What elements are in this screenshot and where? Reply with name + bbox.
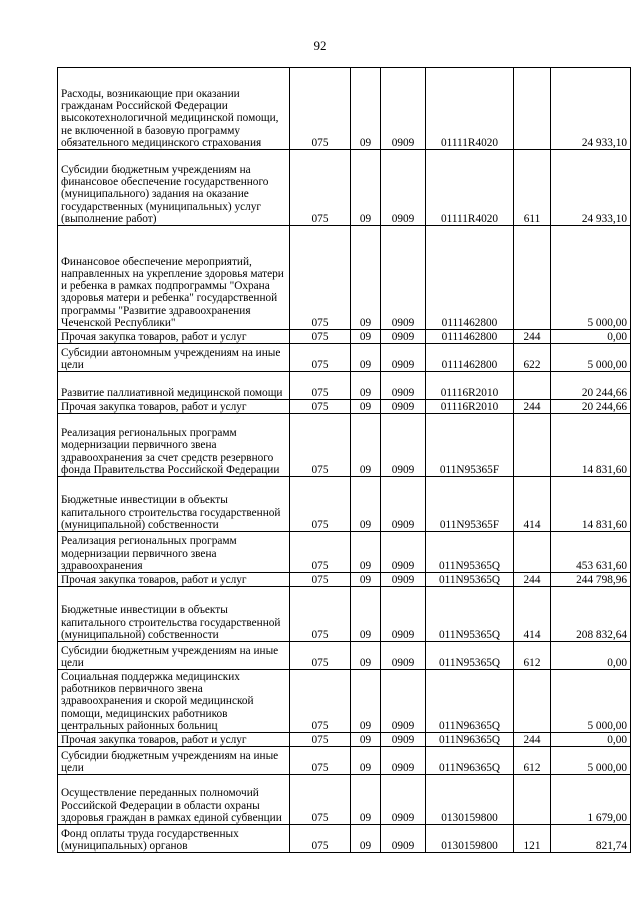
row-amount: 5 000,00 [551,344,631,372]
row-gr-code: 075 [290,477,351,532]
row-vr-code: 414 [514,587,551,642]
budget-table [57,67,631,853]
row-vr-code [514,68,551,150]
row-gr-code: 075 [290,747,351,775]
table-row [58,414,631,477]
row-name: Расходы, возникающие при оказании гражданам Российской Федерации высокотехнологичной медицинской помощи, не включенной в базовую программу обязательного медицинского страхования [58,68,290,150]
row-amount: 14 831,60 [551,414,631,477]
row-gr-code: 075 [290,344,351,372]
row-pr-code: 0909 [381,372,426,400]
row-pr-code: 0909 [381,344,426,372]
row-vr-code: 611 [514,150,551,226]
row-pr-code: 0909 [381,330,426,344]
row-rz-code: 09 [351,642,381,670]
row-csr-code: 0111462800 [426,226,514,330]
table-row [58,150,631,226]
row-csr-code: 0130159800 [426,825,514,853]
row-gr-code: 075 [290,372,351,400]
table-row [58,400,631,414]
row-rz-code: 09 [351,587,381,642]
row-csr-code: 011N95365Q [426,532,514,573]
row-vr-code: 414 [514,477,551,532]
table-row [58,68,631,150]
row-vr-code: 612 [514,642,551,670]
row-pr-code: 0909 [381,670,426,733]
table-row [58,532,631,573]
row-amount: 208 832,64 [551,587,631,642]
row-csr-code: 011N95365Q [426,573,514,587]
row-csr-code: 011N95365Q [426,642,514,670]
table-row [58,573,631,587]
row-gr-code: 075 [290,733,351,747]
row-vr-code: 121 [514,825,551,853]
row-vr-code: 244 [514,330,551,344]
table-row [58,825,631,853]
row-amount: 20 244,66 [551,400,631,414]
row-name: Социальная поддержка медицинских работников первичного звена здравоохранения и скорой медицинской помощи, медицинских работников центральных районных больниц [58,670,290,733]
row-csr-code: 011N95365Q [426,587,514,642]
row-name: Прочая закупка товаров, работ и услуг [58,330,290,344]
row-rz-code: 09 [351,775,381,825]
row-name: Реализация региональных программ модернизации первичного звена здравоохранения [58,532,290,573]
table-row [58,226,631,330]
table-row [58,372,631,400]
row-pr-code: 0909 [381,775,426,825]
row-name: Субсидии бюджетным учреждениям на финансовое обеспечение государственного (муниципального) задания на оказание государственных (муниципальных) услуг (выполнение работ) [58,150,290,226]
row-gr-code: 075 [290,573,351,587]
row-amount: 24 933,10 [551,68,631,150]
row-name: Реализация региональных программ модернизации первичного звена здравоохранения за счет средств резервного фонда Правительства Российской Федерации [58,414,290,477]
row-pr-code: 0909 [381,477,426,532]
row-gr-code: 075 [290,670,351,733]
row-amount: 453 631,60 [551,532,631,573]
table-row [58,330,631,344]
row-gr-code: 075 [290,226,351,330]
row-name: Финансовое обеспечение мероприятий, направленных на укрепление здоровья матери и ребенка в рамках подпрограммы "Охрана здоровья матери и ребенка" государственной программы "Развитие здравоохранения Чеченской Республики" [58,226,290,330]
table-row [58,477,631,532]
row-gr-code: 075 [290,68,351,150]
table-row [58,775,631,825]
row-vr-code [514,226,551,330]
row-amount: 5 000,00 [551,226,631,330]
row-name: Бюджетные инвестиции в объекты капитального строительства государственной (муниципальной) собственности [58,587,290,642]
row-csr-code: 011N95365F [426,477,514,532]
row-rz-code: 09 [351,330,381,344]
row-gr-code: 075 [290,414,351,477]
row-amount: 0,00 [551,330,631,344]
row-rz-code: 09 [351,573,381,587]
table-row [58,642,631,670]
row-csr-code: 011N95365F [426,414,514,477]
row-csr-code: 0111462800 [426,344,514,372]
row-amount: 1 679,00 [551,775,631,825]
row-name: Бюджетные инвестиции в объекты капитального строительства государственной (муниципальной) собственности [58,477,290,532]
row-gr-code: 075 [290,825,351,853]
row-pr-code: 0909 [381,226,426,330]
row-vr-code: 612 [514,747,551,775]
row-rz-code: 09 [351,825,381,853]
row-pr-code: 0909 [381,642,426,670]
row-vr-code [514,532,551,573]
row-name: Субсидии бюджетным учреждениям на иные цели [58,747,290,775]
row-gr-code: 075 [290,330,351,344]
row-pr-code: 0909 [381,532,426,573]
budget-table-body [58,68,631,853]
row-pr-code: 0909 [381,573,426,587]
row-gr-code: 075 [290,642,351,670]
row-rz-code: 09 [351,150,381,226]
row-name: Прочая закупка товаров, работ и услуг [58,573,290,587]
row-rz-code: 09 [351,414,381,477]
row-amount: 14 831,60 [551,477,631,532]
row-name: Прочая закупка товаров, работ и услуг [58,400,290,414]
row-rz-code: 09 [351,400,381,414]
row-rz-code: 09 [351,733,381,747]
row-pr-code: 0909 [381,68,426,150]
row-pr-code: 0909 [381,414,426,477]
row-pr-code: 0909 [381,150,426,226]
row-amount: 821,74 [551,825,631,853]
row-name: Прочая закупка товаров, работ и услуг [58,733,290,747]
row-name: Субсидии бюджетным учреждениям на иные цели [58,642,290,670]
row-vr-code: 244 [514,400,551,414]
row-vr-code [514,414,551,477]
row-vr-code: 244 [514,733,551,747]
row-csr-code: 01111R4020 [426,68,514,150]
row-gr-code: 075 [290,587,351,642]
row-vr-code: 622 [514,344,551,372]
row-csr-code: 011N96365Q [426,733,514,747]
table-row [58,670,631,733]
row-amount: 0,00 [551,642,631,670]
row-rz-code: 09 [351,68,381,150]
table-row [58,733,631,747]
row-amount: 0,00 [551,733,631,747]
row-rz-code: 09 [351,226,381,330]
row-rz-code: 09 [351,372,381,400]
row-amount: 24 933,10 [551,150,631,226]
row-gr-code: 075 [290,400,351,414]
row-pr-code: 0909 [381,825,426,853]
row-pr-code: 0909 [381,733,426,747]
row-rz-code: 09 [351,477,381,532]
row-gr-code: 075 [290,775,351,825]
row-amount: 20 244,66 [551,372,631,400]
row-csr-code: 01116R2010 [426,400,514,414]
table-row [58,747,631,775]
row-vr-code [514,775,551,825]
row-amount: 5 000,00 [551,670,631,733]
row-name: Осуществление переданных полномочий Российской Федерации в области охраны здоровья граждан в рамках единой субвенции [58,775,290,825]
table-row [58,587,631,642]
row-csr-code: 011N96365Q [426,670,514,733]
row-csr-code: 01116R2010 [426,372,514,400]
row-vr-code [514,670,551,733]
row-amount: 244 798,96 [551,573,631,587]
row-pr-code: 0909 [381,747,426,775]
row-amount: 5 000,00 [551,747,631,775]
row-name: Развитие паллиативной медицинской помощи [58,372,290,400]
row-csr-code: 01111R4020 [426,150,514,226]
row-csr-code: 0111462800 [426,330,514,344]
page-number: 92 [313,38,327,53]
row-rz-code: 09 [351,344,381,372]
row-gr-code: 075 [290,150,351,226]
row-csr-code: 0130159800 [426,775,514,825]
row-pr-code: 0909 [381,400,426,414]
row-gr-code: 075 [290,532,351,573]
row-vr-code [514,372,551,400]
row-vr-code: 244 [514,573,551,587]
row-rz-code: 09 [351,532,381,573]
row-name: Субсидии автономным учреждениям на иные цели [58,344,290,372]
row-pr-code: 0909 [381,587,426,642]
table-row [58,344,631,372]
row-name: Фонд оплаты труда государственных (муниципальных) органов [58,825,290,853]
row-rz-code: 09 [351,747,381,775]
row-csr-code: 011N96365Q [426,747,514,775]
row-rz-code: 09 [351,670,381,733]
